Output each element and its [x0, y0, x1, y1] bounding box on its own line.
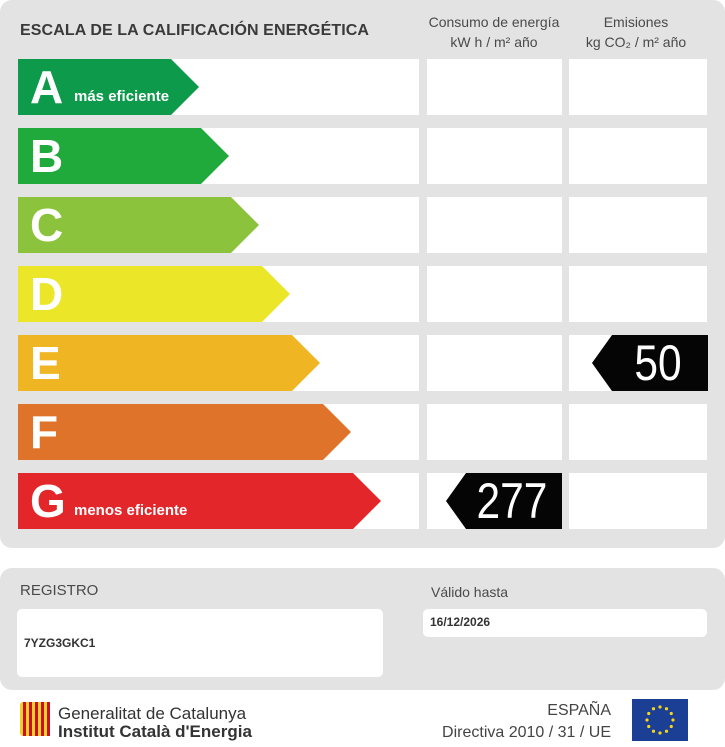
consumption-cell [427, 335, 562, 391]
rating-arrow-d [18, 266, 290, 322]
rating-sublabel: menos eficiente [74, 502, 188, 519]
consumption-cell [427, 266, 562, 322]
consumption-rating-tag-value: 277 [476, 473, 548, 529]
rating-arrow-g [18, 473, 381, 529]
emissions-header-line2: kg CO₂ / m² año [585, 34, 687, 50]
rating-sublabel: más eficiente [74, 88, 170, 105]
rating-letter: E [30, 337, 61, 389]
rating-arrow-f [18, 404, 351, 460]
consumption-header [418, 12, 570, 52]
rating-letter: F [30, 406, 59, 458]
emissions-cell [569, 128, 707, 184]
consumption-cell [427, 128, 562, 184]
org-line1: Generalitat de Catalunya [58, 704, 247, 723]
scale-title: ESCALA DE LA CALIFICACIÓN ENERGÉTICA [20, 22, 370, 39]
consumption-header-line1: Consumo de energía [428, 14, 560, 30]
emissions-header [568, 12, 704, 52]
consumption-header-line2: kW h / m² año [450, 34, 538, 50]
catalonia-flag-icon [20, 702, 50, 741]
emissions-cell [569, 197, 707, 253]
eu-flag-icon [632, 699, 688, 746]
emissions-rating-tag-value: 50 [634, 335, 682, 391]
rating-arrow-a [18, 59, 199, 115]
registry-value: 7YZG3GKC1 [24, 636, 96, 650]
rating-arrow-c [18, 197, 259, 253]
consumption-rating-tag [446, 473, 562, 529]
rating-letter: G [30, 475, 66, 527]
registry-label: REGISTRO [20, 582, 99, 599]
directive-label: Directiva 2010 / 31 / UE [442, 724, 611, 741]
rating-letter: C [30, 199, 64, 251]
country-label: ESPAÑA [547, 702, 611, 719]
rating-letter: B [30, 130, 64, 182]
emissions-header-line1: Emisiones [603, 14, 669, 30]
org-line2: Institut Català d'Energia [58, 722, 252, 741]
rating-arrow-b [18, 128, 229, 184]
emissions-cell [569, 59, 707, 115]
emissions-cell [569, 473, 707, 529]
consumption-cell [427, 197, 562, 253]
emissions-rating-tag [592, 335, 708, 391]
rating-arrow-e [18, 335, 320, 391]
rating-letter: D [30, 268, 64, 320]
consumption-cell [427, 59, 562, 115]
emissions-cell [569, 266, 707, 322]
rating-letter: A [30, 61, 64, 113]
valid-until-label: Válido hasta [431, 584, 509, 600]
valid-until-value: 16/12/2026 [430, 615, 491, 629]
emissions-cell [569, 404, 707, 460]
consumption-cell [427, 404, 562, 460]
